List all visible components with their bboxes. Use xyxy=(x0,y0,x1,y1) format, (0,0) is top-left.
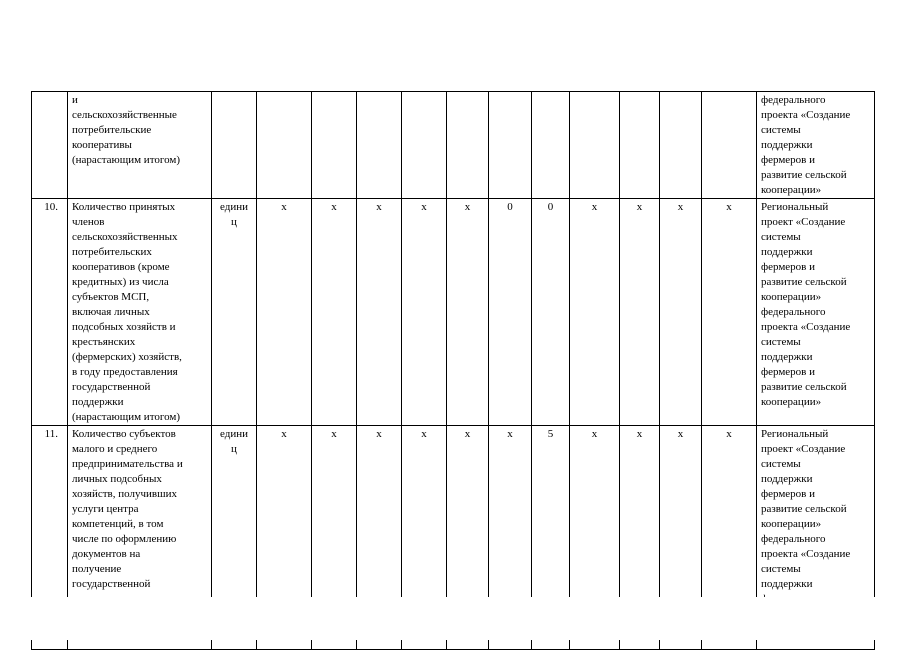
value-cell: 0 xyxy=(489,199,532,426)
value-cell xyxy=(702,92,757,199)
value-cell xyxy=(257,92,312,199)
source-cell: Региональный проект «Создание системы поддержки фермеров и развитие сельской кооперации» федерального проекта «Создание системы поддержки фермеров и развитие сельской кооперации» xyxy=(757,199,875,426)
value-cell: x xyxy=(489,426,532,650)
value-cell: x xyxy=(447,199,489,426)
value-cell xyxy=(357,92,402,199)
value-cell: x xyxy=(357,426,402,650)
indicators-table xyxy=(31,91,875,650)
value-cell: x xyxy=(660,199,702,426)
unit-cell: едини ц xyxy=(212,199,257,426)
indicator-name: Количество субъектов малого и среднего предпринимательства и личных подсобных хозяйств, получивших услуги центра компетенций, в том числе по оформлению документов на получение государственной xyxy=(68,426,212,650)
value-cell: x xyxy=(447,426,489,650)
value-cell xyxy=(620,92,660,199)
value-cell: x xyxy=(570,426,620,650)
value-cell xyxy=(402,92,447,199)
value-cell: 0 xyxy=(532,199,570,426)
row-number: 10. xyxy=(32,199,68,426)
page-bottom-margin xyxy=(0,597,905,640)
value-cell: x xyxy=(660,426,702,650)
value-cell xyxy=(489,92,532,199)
value-cell: x xyxy=(620,426,660,650)
source-cell: Региональный проект «Создание системы поддержки фермеров и развитие сельской кооперации» федерального проекта «Создание системы поддержки xyxy=(757,426,875,650)
table-row xyxy=(32,199,875,426)
value-cell xyxy=(660,92,702,199)
value-cell: x xyxy=(312,199,357,426)
value-cell: x xyxy=(257,426,312,650)
table-row xyxy=(32,92,875,199)
row-number: 11. xyxy=(32,426,68,650)
value-cell: x xyxy=(402,426,447,650)
value-cell: x xyxy=(702,426,757,650)
value-cell xyxy=(447,92,489,199)
value-cell: 5 xyxy=(532,426,570,650)
unit-cell: едини ц xyxy=(212,426,257,650)
value-cell: x xyxy=(257,199,312,426)
value-cell: x xyxy=(570,199,620,426)
indicator-name: Количество принятых членов сельскохозяйственных потребительских кооперативов (кроме кредитных) из числа субъектов МСП, включая личных подсобных хозяйств и крестьянских (фермерских) хозяйств, в году предоставления государственной поддержки (нарастающим итогом) xyxy=(68,199,212,426)
value-cell xyxy=(570,92,620,199)
value-cell: x xyxy=(702,199,757,426)
source-cell: федерального проекта «Создание системы поддержки фермеров и развитие сельской кооперации» xyxy=(757,92,875,199)
value-cell: x xyxy=(620,199,660,426)
value-cell xyxy=(532,92,570,199)
indicator-name: и сельскохозяйственные потребительские кооперативы (нарастающим итогом) xyxy=(68,92,212,199)
value-cell: x xyxy=(402,199,447,426)
unit-cell xyxy=(212,92,257,199)
value-cell: x xyxy=(357,199,402,426)
value-cell: x xyxy=(312,426,357,650)
row-number xyxy=(32,92,68,199)
value-cell xyxy=(312,92,357,199)
